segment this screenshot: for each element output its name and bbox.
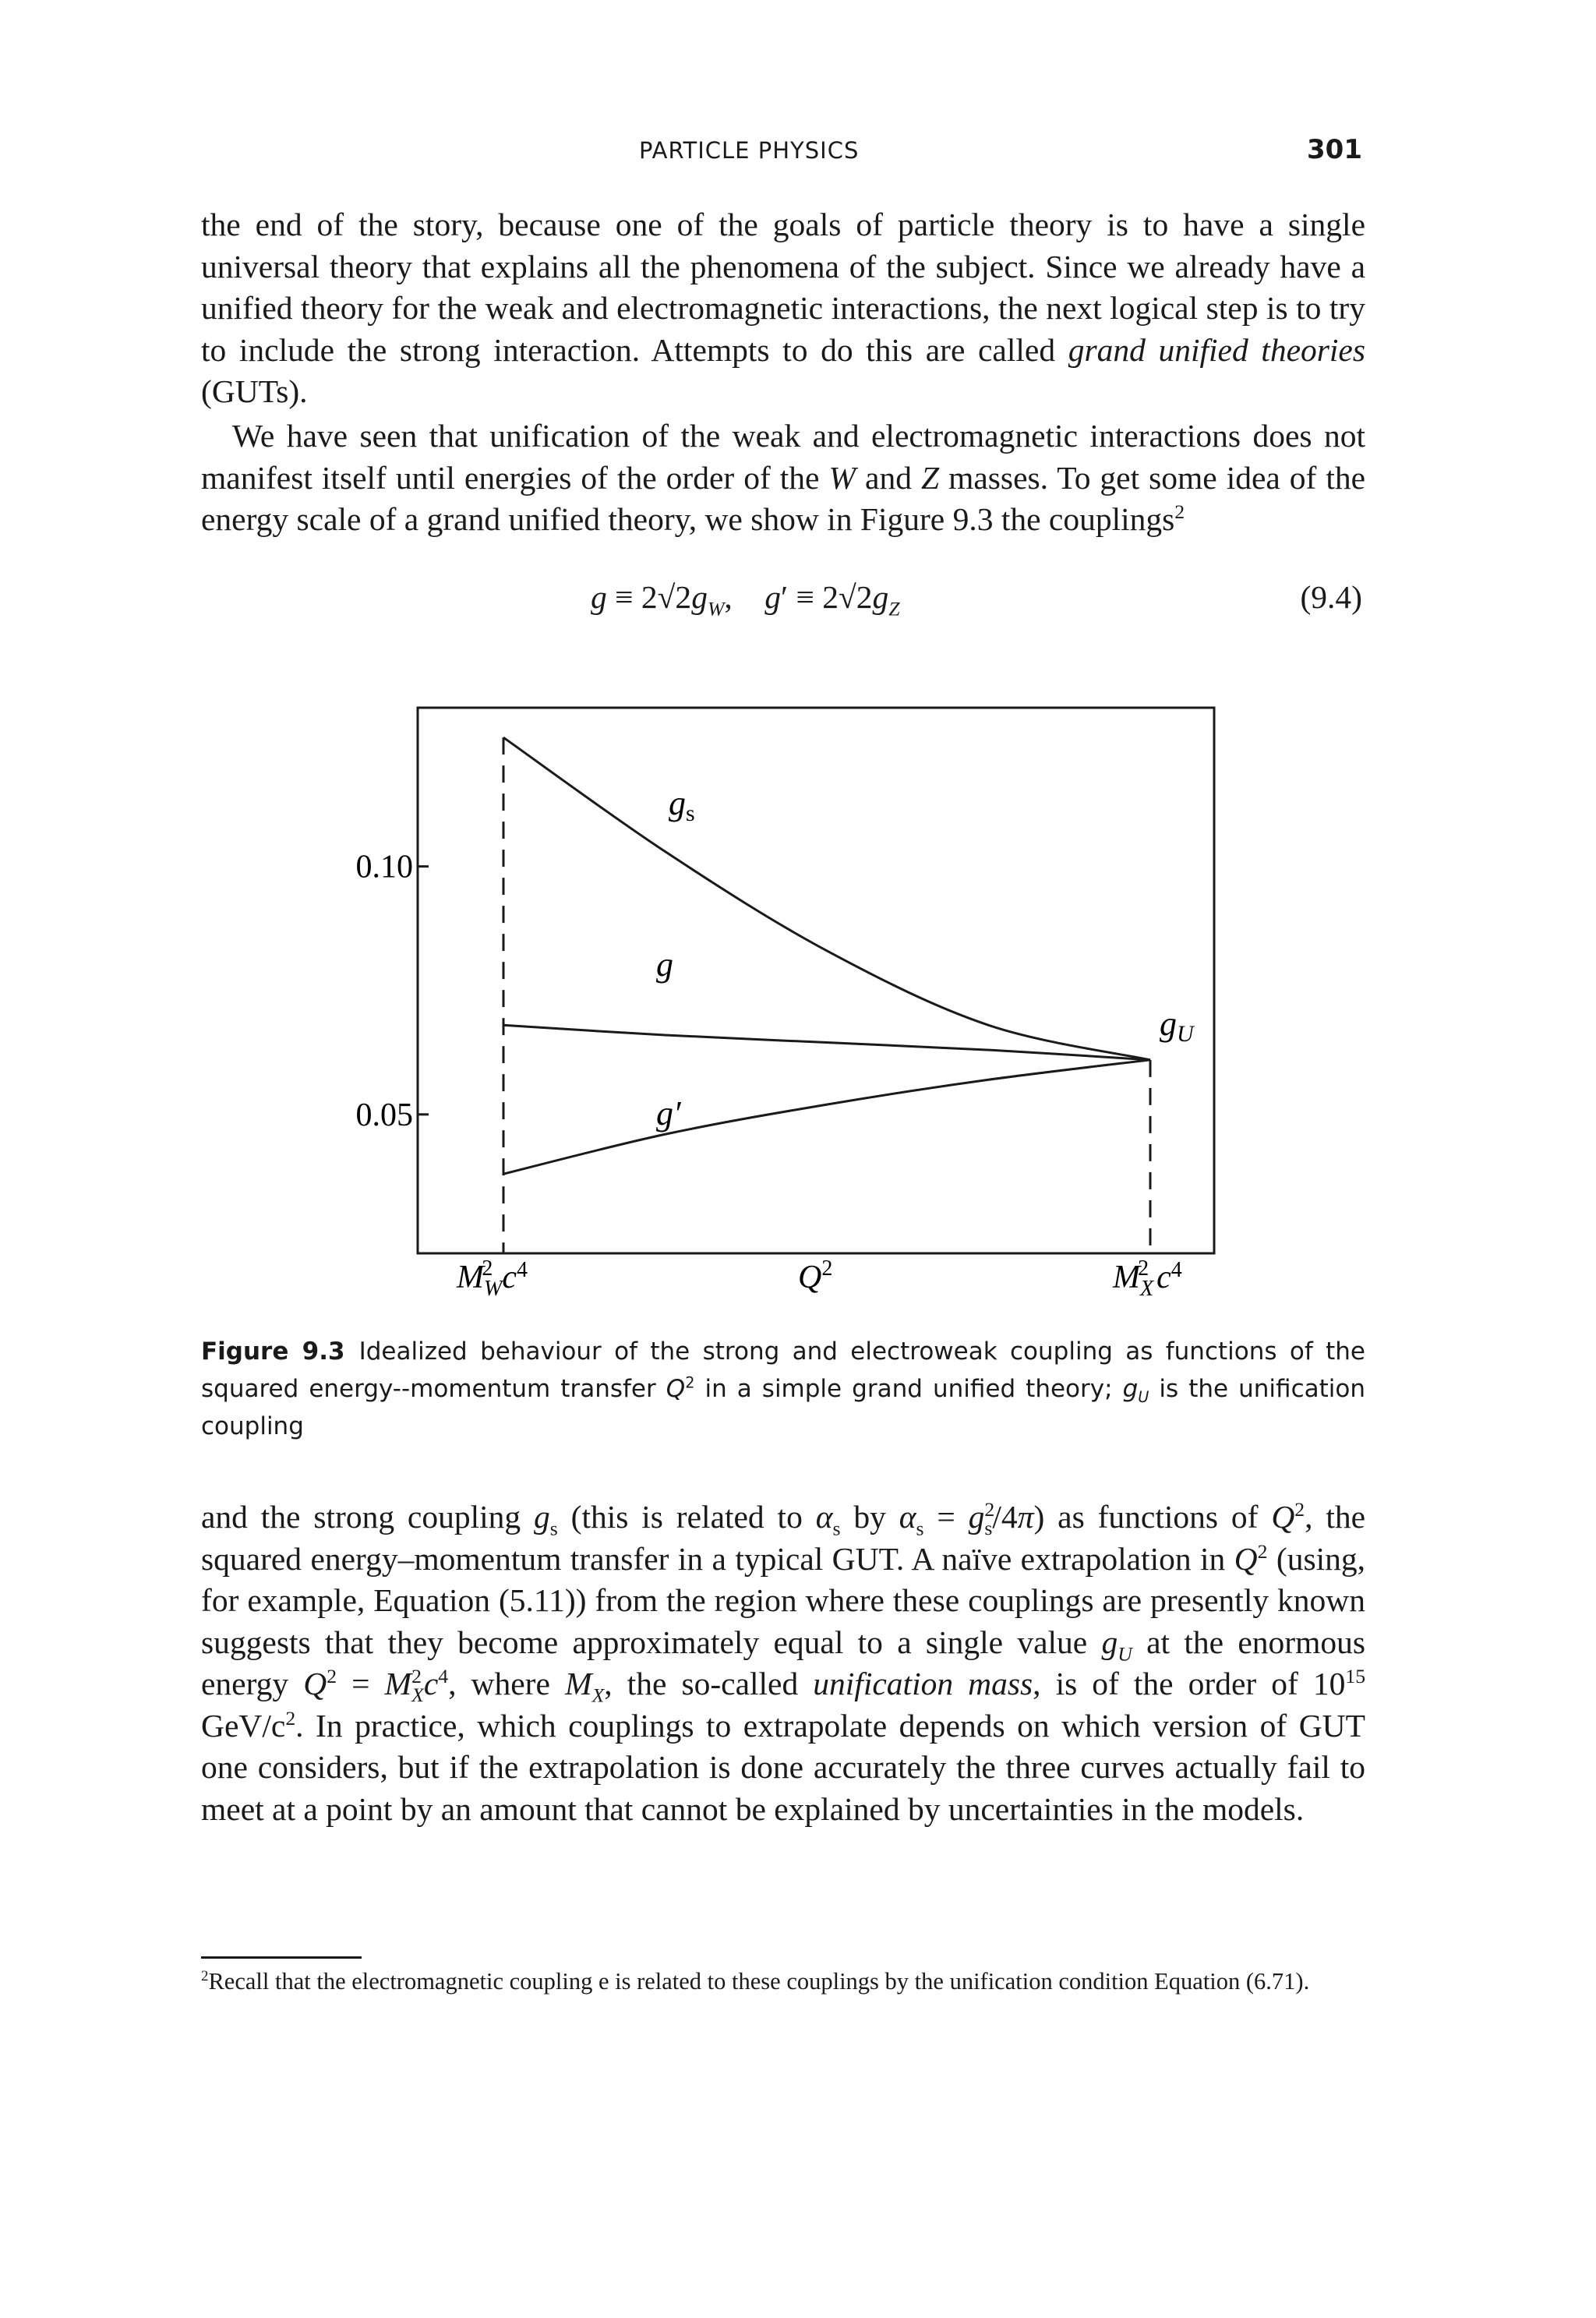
- w-symbol: W: [828, 459, 856, 496]
- xtick-q2: $Q^2$: [798, 1256, 833, 1295]
- g-curve-label: g: [656, 945, 673, 984]
- caption-text-3: is the unification coupling: [201, 1375, 1365, 1440]
- p3-t10: , is of the order of 10: [1033, 1666, 1346, 1701]
- term-unification-mass: unification mass: [813, 1666, 1033, 1701]
- ytick-label: 0.10: [355, 849, 413, 885]
- p3-t1: and the strong coupling: [201, 1499, 521, 1535]
- p3-t4: as functions of: [1058, 1499, 1259, 1535]
- and-word: and: [865, 459, 912, 496]
- p3-t5: the squared energy–momentum transfer in a typical GUT. A naïve extrapolation in: [201, 1499, 1366, 1577]
- p3-t7: at the enormous energy: [201, 1624, 1366, 1701]
- page-number: 301: [1307, 134, 1362, 165]
- caption-text-1: Idealized behaviour of the strong and electroweak coupling as functions of the squared energy--momentum transfer: [201, 1337, 1365, 1403]
- paragraph-energy-text-1: We have seen that unification of the weak and electromagnetic interactions does not manifest itself until energies of the order of the: [201, 418, 1365, 496]
- p3-t8: where: [471, 1666, 550, 1701]
- footnote-rule: [201, 1956, 362, 1959]
- p3-t11: GeV/c: [201, 1707, 286, 1744]
- gprime-curve: [503, 1060, 1150, 1174]
- paragraph-intro-tail: (GUTs).: [201, 373, 308, 409]
- footnote-mark: 2: [201, 1967, 209, 1984]
- gprime-curve-label: g′: [656, 1094, 681, 1132]
- paragraph-energy-scale: [201, 415, 1365, 541]
- footnote: [201, 1964, 1365, 1998]
- figure-caption: Figure 9.3 Idealized behaviour of the strong and electroweak coupling as functions of the squared energy--momentum transfer $Q^2$ in a simple grand unified theory; $g_U$ is the unification coupling: [201, 1337, 1365, 1440]
- plot-frame: [418, 708, 1214, 1253]
- p3-t12: . In practice, which couplings to extrapolate depends on which version of GUT one considers, but if the extrapolation is done accurately the three curves actually fail to meet at a point by an amount that cannot be explained by uncertainties in the models.: [201, 1707, 1365, 1827]
- paragraph-intro-text: the end of the story, because one of the goals of particle theory is to have a single universal theory that explains all the phenomena of the subject. Since we already have a unified theory for the weak and electromagnetic interactions, the next logical step is to try to include the strong interaction. Attempts to do this are called: [201, 207, 1365, 368]
- ytick-label: 0.05: [355, 1097, 413, 1133]
- p3-t2: (this is related to: [570, 1499, 803, 1535]
- gs-curve: [503, 737, 1150, 1060]
- coupling-curves: [503, 737, 1150, 1174]
- paragraph-energy-text-2: masses. To get some idea of the energy scale of a grand unified theory, we show in Figure 9.3 the couplings: [201, 459, 1366, 537]
- term-grand-unified-theories: grand unified theories: [1068, 331, 1366, 368]
- running-head: PARTICLE PHYSICS: [639, 137, 860, 164]
- equation-body: $g \equiv 2√2g_W$, $g' \equiv 2√2g_Z$: [591, 579, 900, 620]
- caption-label: Figure 9.3: [201, 1337, 345, 1366]
- paragraph-intro: [201, 204, 1365, 413]
- p3-t9: the so-called: [627, 1666, 799, 1701]
- z-symbol: Z: [920, 459, 940, 496]
- paragraph-extrapolation: and the strong coupling $g_s$ (this is related to $\alpha_s$ by $\alpha_s = g^2_s/4\pi$) as functions of $Q^2$, the squared energy–momentum transfer in a typical GUT. A naïve extrapolation in $Q^2$ (using, for example, Equation (5.11)) from the region where these couplings are presently known suggests that they become approximately equal to a single value $g_U$ at the enormous energy $Q^2 = M^2_Xc^4$, where $M_X$, the so-called unification mass, is of the order of $10^{15}$ GeV/$c^2$. In practice, which couplings to extrapolate depends on which version of GUT one considers, but if the extrapolation is done accurately the three curves actually fail to meet at a point by an amount that cannot be explained by uncertainties in the models.: [201, 1498, 1366, 1827]
- xtick-mw: $M_W2$ $c^4$: [457, 1256, 528, 1301]
- p3-exponent: 15: [1345, 1665, 1366, 1688]
- p3-t6: (using, for example, Equation (5.11)) from the region where these couplings are presently known suggests that they become approximately equal to a single value: [201, 1540, 1366, 1660]
- figure-9-3-chart: [0, 686, 1596, 1325]
- xtick-mx: $M_X2$ $c^4$: [1113, 1256, 1182, 1301]
- gu-label: gU: [1160, 1005, 1194, 1047]
- gs-curve-label: gs: [669, 784, 695, 826]
- equation-number: (9.4): [1300, 579, 1362, 615]
- caption-text-2: in a simple grand unified theory;: [704, 1375, 1113, 1403]
- equation-9-4: [0, 578, 1596, 625]
- p3-t3: by: [853, 1499, 886, 1535]
- footnote-text: Recall that the electromagnetic coupling e is related to these couplings by the unification condition Equation (6.71).: [208, 1968, 1310, 1995]
- footnote-ref: 2: [1174, 500, 1185, 524]
